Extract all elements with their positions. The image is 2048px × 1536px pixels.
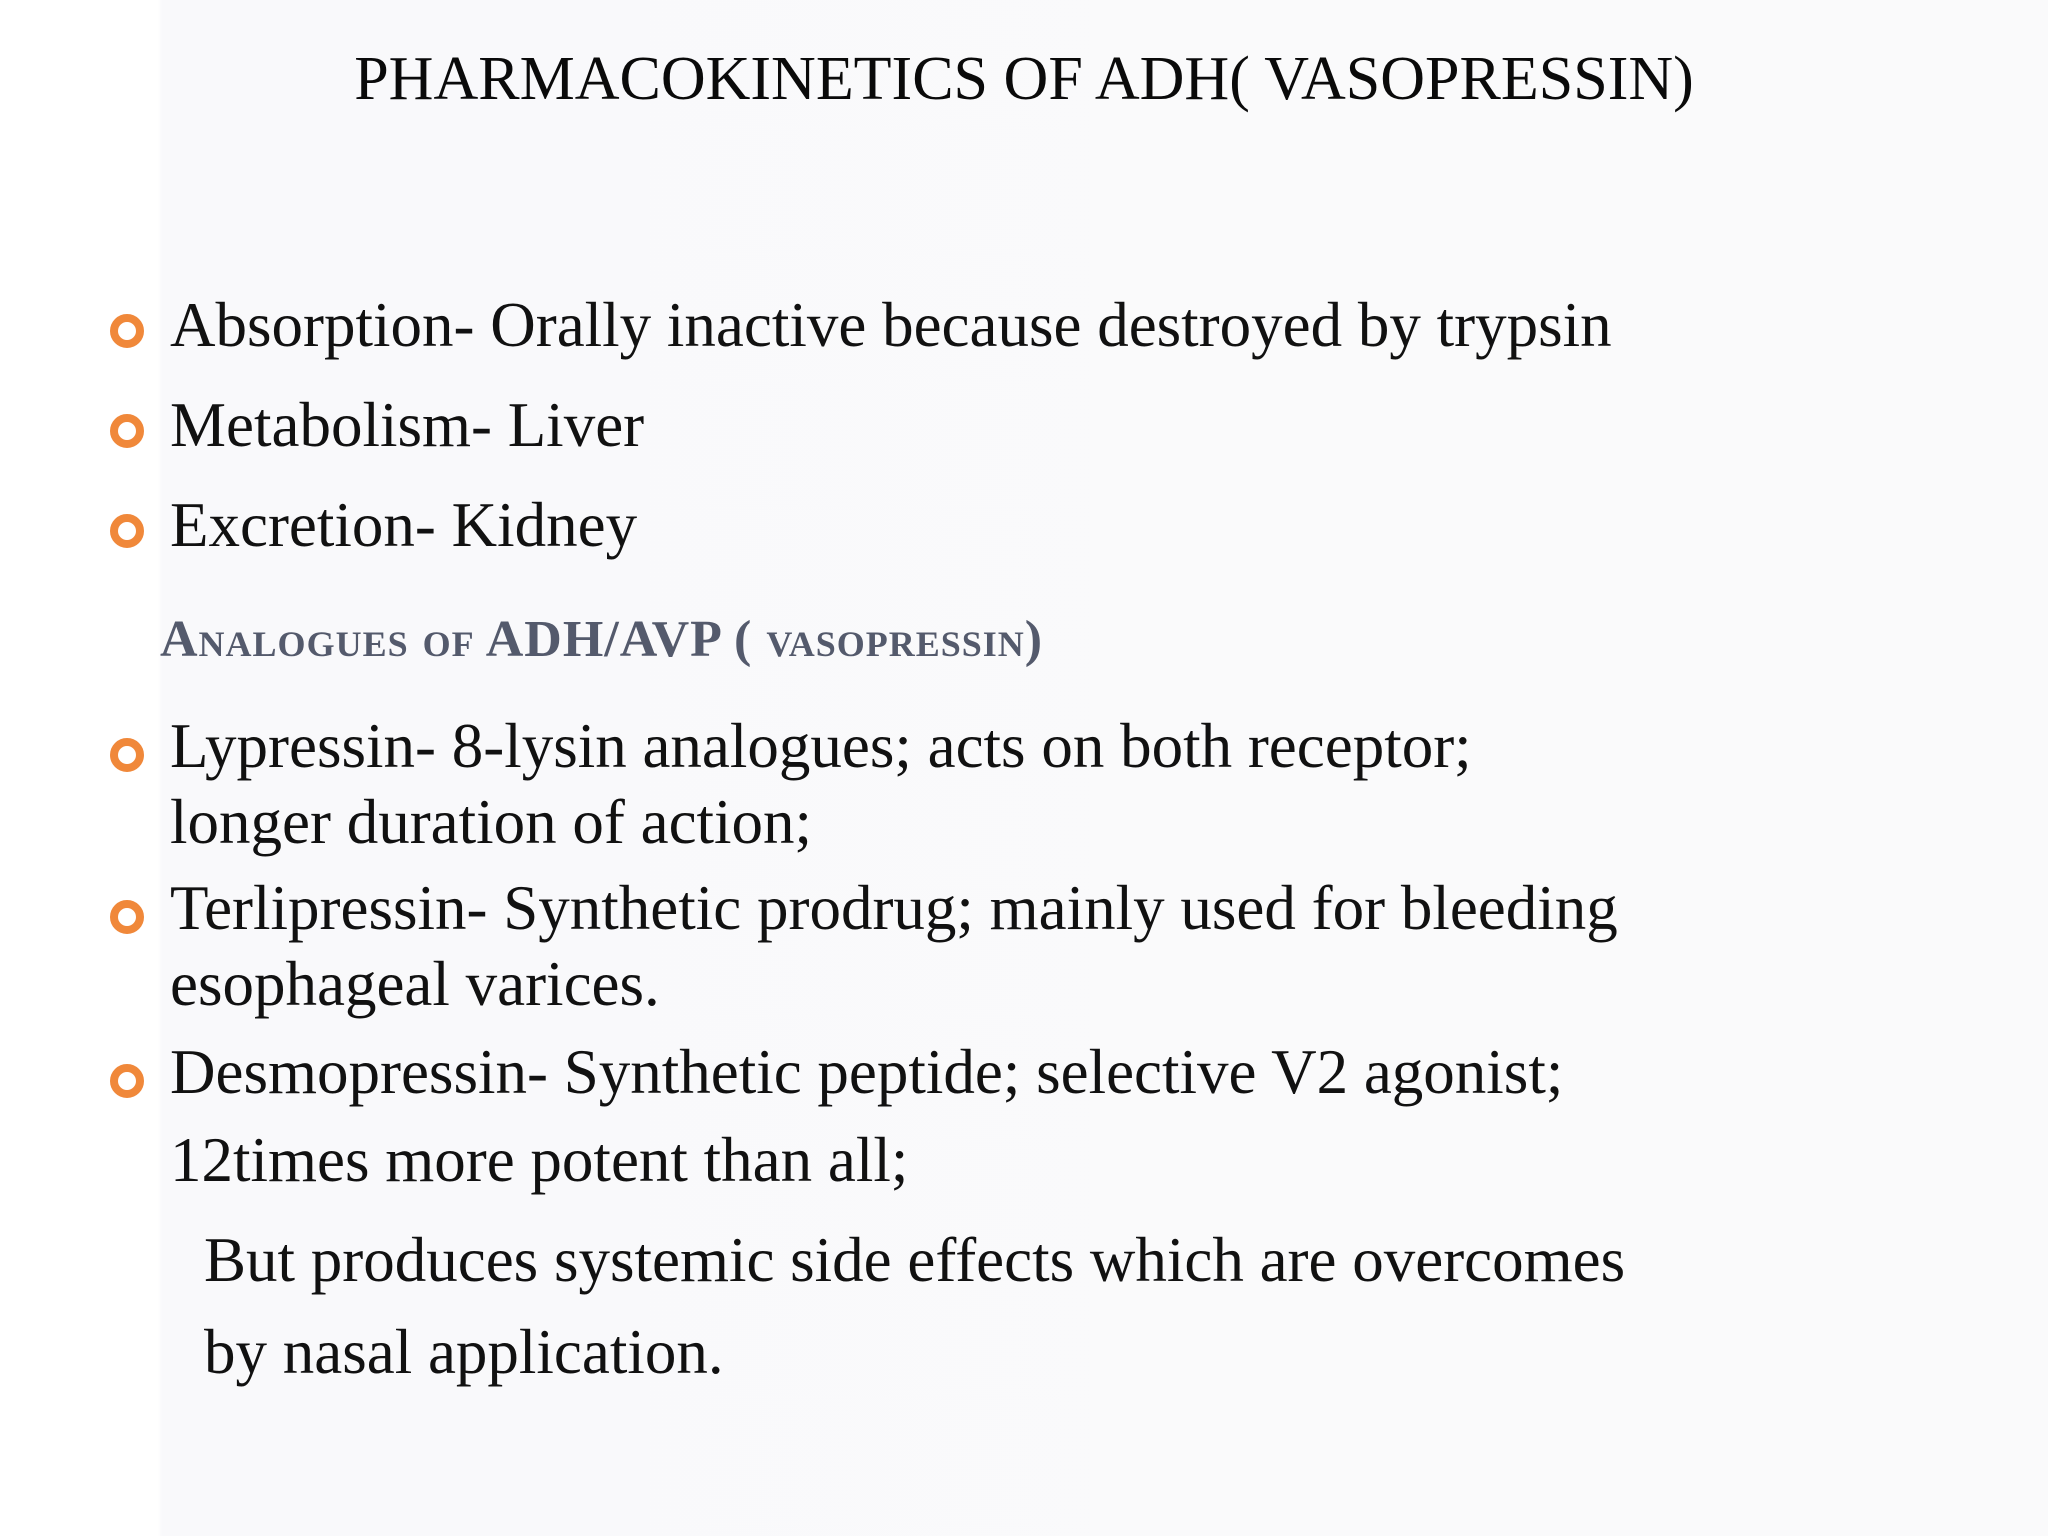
list-item-text-line-2: 12times more potent than all; (170, 1125, 909, 1195)
list-item-desmopressin (0, 1034, 1625, 1398)
list-item-lypressin (0, 708, 1625, 870)
list-item-text: Metabolism- Liver (170, 390, 645, 460)
list-item-note-line-1: But produces systemic side effects which are overcomes (204, 1225, 1626, 1295)
list-item-absorption (0, 282, 1612, 382)
analogues-heading: Analogues of ADH/AVP ( vasopressin) (160, 611, 1044, 668)
bullet-ring-icon (110, 314, 144, 348)
list-item-text: Absorption- Orally inactive because destroyed by trypsin (170, 290, 1612, 360)
list-item-text-line-2: longer duration of action; (170, 787, 813, 857)
list-item-excretion (0, 482, 1612, 582)
bullet-ring-icon (110, 738, 144, 772)
list-item-note-line-2: by nasal application. (204, 1317, 724, 1387)
bullet-ring-icon (110, 414, 144, 448)
list-item-text: Excretion- Kidney (170, 490, 638, 560)
pharmacokinetics-list (0, 282, 1612, 582)
list-item-text-line-1: Desmopressin- Synthetic peptide; selective V2 agonist; (170, 1037, 1564, 1107)
list-item-text-line-1: Terlipressin- Synthetic prodrug; mainly used for bleeding (170, 873, 1618, 943)
bullet-ring-icon (110, 1064, 144, 1098)
list-item-terlipressin (0, 870, 1625, 1034)
bullet-ring-icon (110, 514, 144, 548)
analogues-list (0, 708, 1625, 1398)
list-item-text-line-1: Lypressin- 8-lysin analogues; acts on both receptor; (170, 711, 1472, 781)
slide-title: PHARMACOKINETICS OF ADH( VASOPRESSIN) (354, 45, 1694, 113)
list-item-text-line-2: esophageal varices. (170, 949, 660, 1019)
list-item-metabolism (0, 382, 1612, 482)
bullet-ring-icon (110, 900, 144, 934)
